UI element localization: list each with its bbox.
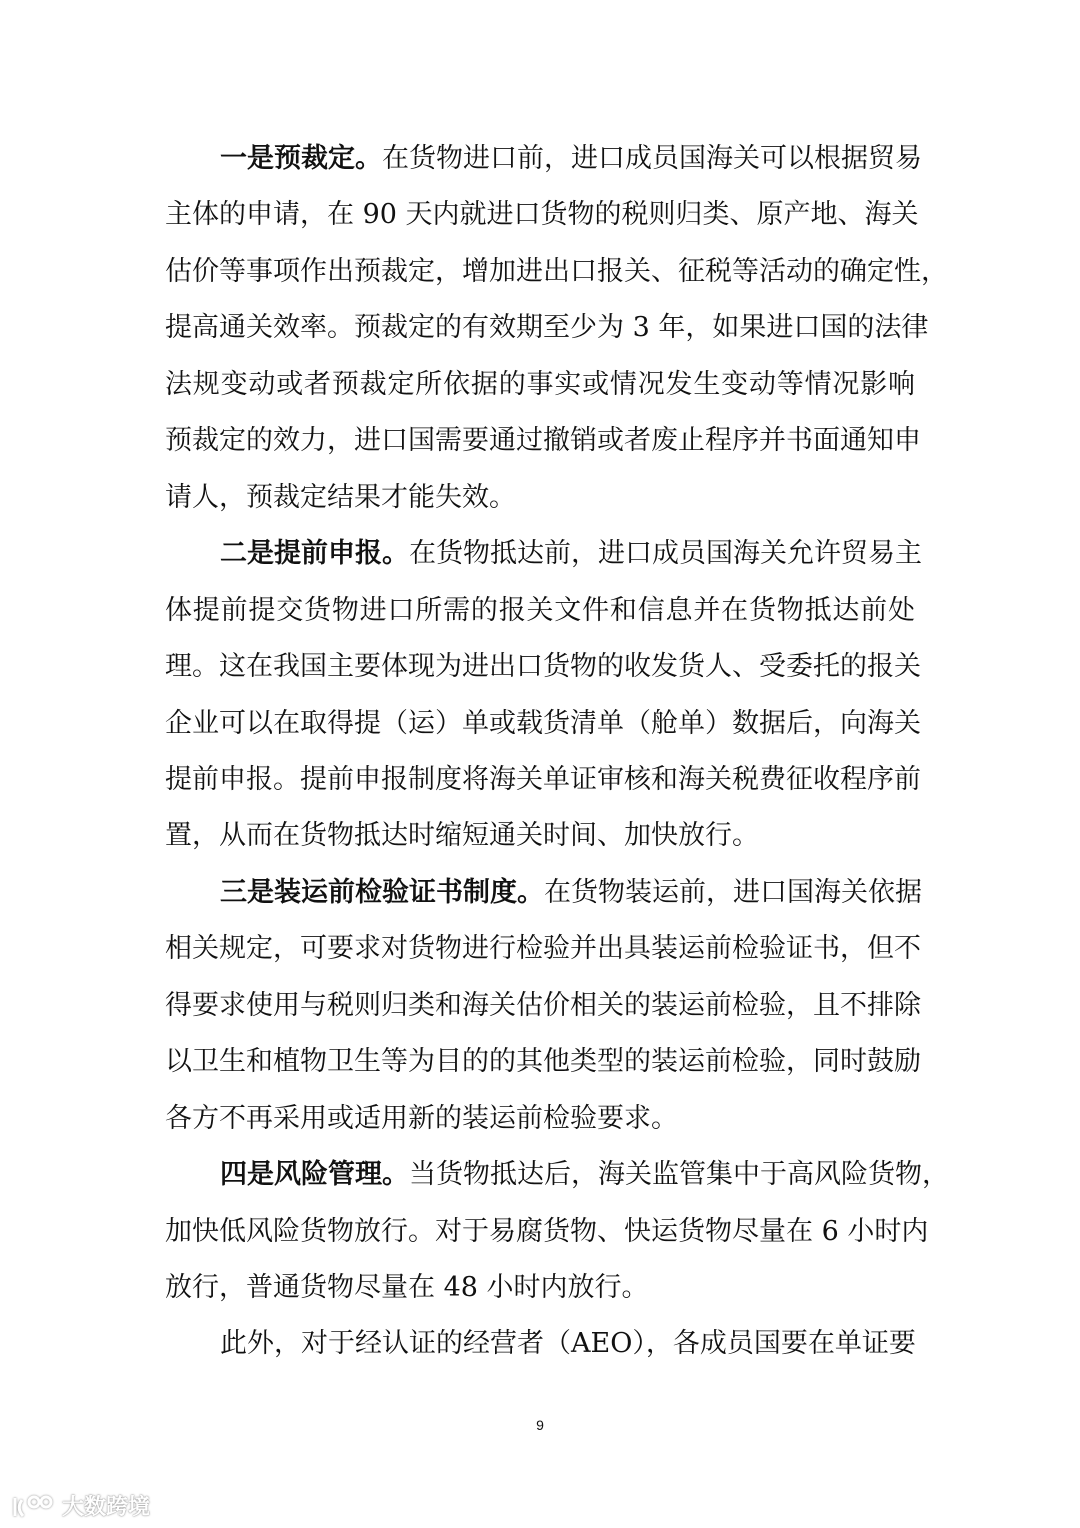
text-line — [220, 873, 922, 913]
text-line — [165, 308, 929, 348]
line-text: 各方不再采用或适用新的装运前检验要求。 — [165, 1102, 678, 1134]
line-text: 放行，普通货物尽量在 48 小时内放行。 — [165, 1272, 649, 1303]
paragraph-heading: 二是提前申报。 — [220, 538, 409, 570]
text-line — [165, 760, 921, 800]
line-text: 当货物抵达后，海关监管集中于高风险货物， — [409, 1159, 949, 1191]
text-line — [165, 421, 921, 461]
watermark-text: 大数跨境 — [62, 1494, 151, 1519]
line-text: 加快低风险货物放行。对于易腐货物、快运货物尽量在 6 小时内 — [165, 1215, 929, 1247]
line-text: 主体的申请，在 90 天内就进口货物的税则归类、原产地、海关 — [165, 199, 919, 231]
paragraph-heading: 一是预裁定。 — [220, 143, 382, 174]
line-text: 估价等事项作出预裁定，增加进出口报关、征税等活动的确定性， — [165, 255, 948, 287]
text-line — [165, 1099, 915, 1139]
text-line — [220, 139, 922, 179]
line-text: 以卫生和植物卫生等为目的的其他类型的装运前检验，同时鼓励 — [165, 1046, 921, 1078]
line-text: 得要求使用与税则归类和海关估价相关的装运前检验，且不排除 — [165, 989, 921, 1021]
line-text: 在货物装运前，进口国海关依据 — [544, 876, 922, 908]
paragraph-heading: 三是装运前检验证书制度。 — [220, 876, 544, 908]
text-line — [165, 929, 921, 969]
text-line — [165, 478, 915, 518]
line-text: 体提前提交货物进口所需的报关文件和信息并在货物抵达前处 — [165, 594, 915, 626]
line-text: 相关规定，可要求对货物进行检验并出具装运前检验证书，但不 — [165, 933, 921, 965]
text-line — [165, 195, 919, 235]
line-text: 企业可以在取得提（运）单或载货清单（舱单）数据后，向海关 — [165, 707, 921, 739]
text-line — [165, 365, 915, 405]
line-text: 置，从而在货物抵达时缩短通关时间、加快放行。 — [165, 820, 759, 852]
text-line — [220, 1324, 915, 1364]
text-line — [220, 534, 922, 574]
line-text: 请人，预裁定结果才能失效。 — [165, 481, 516, 513]
line-text: 法规变动或者预裁定所依据的事实或情况发生变动等情况影响 — [165, 368, 915, 400]
text-line — [165, 1212, 929, 1252]
line-text: 在货物抵达前，进口成员国海关允许贸易主 — [409, 538, 922, 570]
watermark-logo-icon — [10, 1492, 56, 1520]
paragraph-heading: 四是风险管理。 — [220, 1159, 409, 1191]
line-text: 提高通关效率。预裁定的有效期至少为 3 年，如果进口国的法律 — [165, 312, 929, 344]
text-line — [165, 252, 948, 292]
page-number: 9 — [536, 1417, 544, 1433]
line-text: 理。这在我国主要体现为进出口货物的收发货人、受委托的报关 — [165, 651, 921, 683]
line-text: 提前申报。提前申报制度将海关单证审核和海关税费征收程序前 — [165, 763, 921, 795]
text-line — [165, 816, 915, 856]
text-line — [220, 1155, 949, 1195]
text-line — [165, 1042, 921, 1082]
text-line — [165, 647, 921, 687]
text-line — [165, 1268, 915, 1308]
line-text: 在货物进口前，进口成员国海关可以根据贸易 — [382, 143, 922, 174]
line-text: 预裁定的效力，进口国需要通过撤销或者废止程序并书面通知申 — [165, 425, 921, 457]
text-line — [165, 986, 921, 1026]
watermark — [10, 1490, 150, 1521]
text-line — [165, 591, 915, 631]
line-text: 此外，对于经认证的经营者（AEO），各成员国要在单证要 — [220, 1328, 916, 1360]
text-line — [165, 704, 921, 744]
